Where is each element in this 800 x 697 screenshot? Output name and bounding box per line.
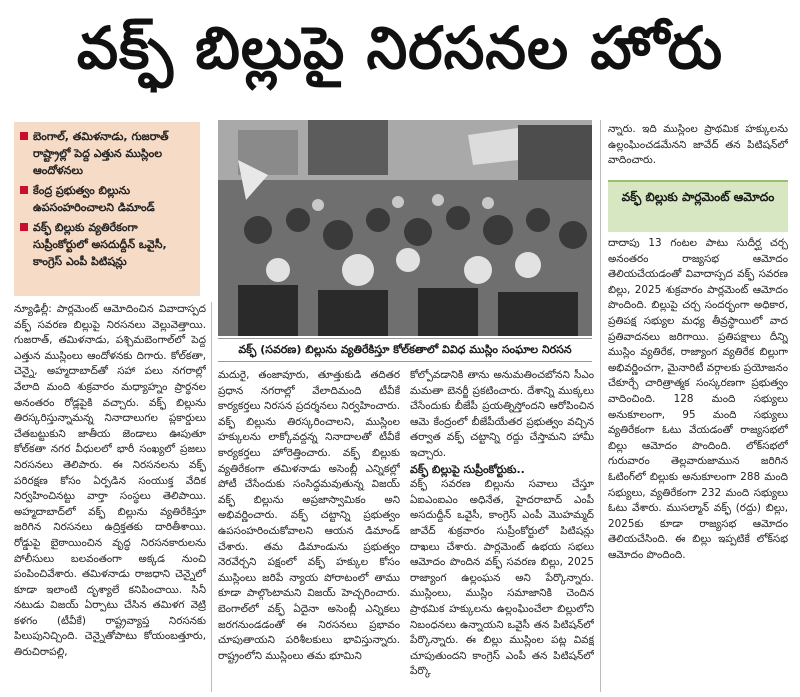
article-column-4-top: న్నారు. ఇది ముస్లింల ప్రాథమిక హక్కులను ఉల్లంఘించడమేనని జావేద్ తన పిటిషన్‌లో వాదించారు.	[608, 123, 788, 167]
article-column-3: కోల్పోవడానికి తాను అనుమతించబోనని సీఎం మమతా బెనర్జీ ప్రకటించారు. దేశాన్ని ముక్కలు చేసేందుకు బీజేపీ ప్రయత్నిస్తోందని ఆరోపించిన ఆమె కేంద్రంలో బీజేపీయేతర ప్రభుత్వం వచ్చిన తర్వాత వక్ఫ్ చట్టాన్ని రద్దు చేస్తామని హామీ ఇచ్చారు. వక్ఫ్ బిల్లుపై సుప్రీంకోర్టుకు.. వక్ఫ్ సవరణ బిల్లును సవాలు చేస్తూ ఏఐఎంఐఎం అధినేత, హైదరాబాద్ ఎంపీ అసదుద్దీన్ ఒవైసీ, కాంగ్రెస్ ఎంపీ మొహమ్మద్ జావేద్ శుక్రవారం సుప్రీంకోర్టులో పిటిషన్లు దాఖలు చేశారు. పార్లమెంట్ ఉభయ సభలు ఆమోదం పొందిన వక్ఫ్ సవరణ బిల్లు, 2025 రాజ్యాంగ ఉల్లంఘన అని పేర్కొన్నారు. ముస్లింలు, ముస్లిం సమాజానికి చెందిన ప్రాథమిక హక్కులను ఉల్లంఘించేలా బిల్లులోని నిబంధనలు ఉన్నాయని ఒవైసీ తన పిటిషన్‌లో పేర్కొన్నారు. ఈ బిల్లు ముస్లింల పట్ల వివక్ష చూపుతుందని కాంగ్రెస్ ఎంపీ తన పిటిషన్‌లో పేర్కొ	[410, 369, 594, 678]
column-divider	[211, 302, 212, 692]
highlights-box	[14, 122, 200, 296]
headline: వక్ఫ్ బిల్లుపై నిరసనల హోరు	[76, 13, 724, 82]
protest-photo	[218, 120, 592, 336]
subheading-supreme-court: వక్ఫ్ బిల్లుపై సుప్రీంకోర్టుకు..	[410, 462, 525, 476]
article-column-4: దాదాపు 13 గంటల పాటు సుదీర్ఘ చర్చ అనంతరం రాజ్యసభ ఆమోదం తెలియచేయడంతో వివాదాస్పద వక్ఫ్ సవరణ బిల్లు, 2025 శుక్రవారం పార్లమెంట్ ఆమోదం పొందింది. బిల్లుపై చర్చ సందర్భంగా అధికార, ప్రతిపక్ష సభ్యుల మధ్య తీవ్రస్థాయిలో వాద ప్రతివాదనలు జరిగాయి. ప్రతిపక్షాలు దీన్ని ముస్లిం వ్యతిరేక, రాజ్యాంగ వ్యతిరేక బిల్లుగా అభివర్ణించగా, మైనారిటీ వర్గాలకు ప్రయోజనం చేకూర్చే చారిత్రాత్మక సంస్కరణగా ప్రభుత్వం వాదించింది. 128 మంది సభ్యులు అనుకూలంగా, 95 మంది సభ్యులు వ్యతిరేకంగా ఓటు వేయడంతో రాజ్యసభలో బిల్లు ఆమోదం పొందింది. లోక్‌సభలో గురువారం తెల్లవారుజామున జరిగిన ఓటింగ్‌లో బిల్లుకు అనుకూలంగా 288 మంది సభ్యులు, వ్యతిరేకంగా 232 మంది సభ్యులు ఓటు వేశారు. ముసల్మాన్ వక్ఫ్ (రద్దు) బిల్లు, 2025కు కూడా రాజ్యసభ ఆమోదం తెలియచేసింది. ఈ బిల్లు ఇప్పటికే లోక్‌సభ ఆమోదం పొందింది.	[608, 237, 788, 561]
highlight-item: వక్ఫ్ బిల్లుకు వ్యతిరేకంగా సుప్రీంకోర్టులో అసదుద్దీన్ ఒవైసీ, కాంగ్రెస్ ఎంపీ పిటిషన్లు	[20, 219, 194, 270]
bullet-square-icon	[20, 223, 28, 231]
column-divider	[600, 120, 601, 692]
highlight-item: బెంగాల్, తమిళనాడు, గుజరాత్ రాష్ట్రాల్లో పెద్ద ఎత్తున ముస్లింల ఆందోళనలు	[20, 128, 194, 179]
highlight-item: కేంద్ర ప్రభుత్వం బిల్లును ఉపసంహరించాలని డిమాండ్	[20, 182, 194, 216]
bullet-square-icon	[20, 186, 28, 194]
article-column-1: న్యూఢిల్లీ: పార్లమెంట్ ఆమోదించిన వివాదాస్పద వక్ఫ్ సవరణ బిల్లుపై నిరసనలు వెల్లువెత్తాయి. గుజరాత్, తమిళనాడు, పశ్చిమబెంగాల్‌లో పెద్ద ఎత్తున ముస్లింలు ఆందోళనకు దిగారు. కోల్‌కతా, చెన్నై, అహ్మదాబాద్‌తో సహా పలు నగరాల్లో వేలాది మంది శుక్రవారం మధ్యాహ్నం ప్రార్థనల అనంతరం రోడ్లపైకి వచ్చారు. వక్ఫ్ బిల్లును తిరస్కరిస్తున్నామన్న నినాదాలుగల ప్లకార్డులు చేతబట్టుకుని జాతీయ జెండాలు ఊపుతూ కోల్‌కతా నగర వీధులలో భారీ సంఖ్యలో ప్రజలు నిరసనలు తెలిపారు. ఈ నిరసనలను వక్ఫ్ పరిరక్షణ కోసం ఏర్పడిన సంయుక్త వేదిక నిర్వహించినట్టు వార్తా సంస్థలు తెలిపాయి. అహ్మదాబాద్‌లో వక్ఫ్ బిల్లును వ్యతిరేకిస్తూ జరిగిన నిరసనలు ఉద్రిక్తతకు దారితీశాయి. రోడ్డుపై బైఠాయించిన వృద్ధ నిరసనకారులను పోలీసులు బలవంతంగా అక్కడ నుంచి పంపించివేశారు. తమిళనాడు రాజధాని చెన్నైలో కూడా ఇలాంటి దృశ్యాలే కనిపించాయి. సినీ నటుడు విజయ్ ఏర్పాటు చేసిన తమిళగ వెట్రి కళగం (టీవీకే) రాష్ట్రవ్యాప్త నిరసనకు పిలుపునిచ్చింది. చెన్నైతోపాటు కోయంబత్తూరు, తిరుచిరాపల్లి,	[14, 303, 206, 659]
parliament-box-heading: వక్ఫ్ బిల్లుకు పార్లమెంట్ ఆమోదం	[608, 180, 788, 232]
article-column-2: మదురై, తంజావూరు, తూత్తుకుడి తదితర ప్రధాన నగరాల్లో వేలాదిమంది టీవీకే కార్యకర్తలు నిరసన ప్రదర్శనలు నిర్వహించారు. వక్ఫ్ బిల్లును తిరస్కరించాలని, ముస్లింల హక్కులను లాక్కోవద్దన్న నినాదాలతో టీవీకే కార్యకర్తలు హోరెత్తించారు. వక్ఫ్ బిల్లుకు వ్యతిరేకంగా తమిళనాడు అసెంబ్లీ ఎన్నికల్లో పోటీ చేసేందుకు సంసిద్ధమవుతున్న విజయ్ వక్ఫ్ బిల్లును అప్రజాస్వామికం అని అభివర్ణించారు. వక్ఫ్ చట్టాన్ని ప్రభుత్వం ఉపసంహరించుకోవాలని ఆయన డిమాండ్ చేశారు. తమ డిమాండును ప్రభుత్వం నెరవేర్చని పక్షంలో వక్ఫ్ హక్కుల కోసం ముస్లింలు జరిపే న్యాయ పోరాటంలో తాము కూడా పాల్గొంటామని విజయ్ హెచ్చరించారు. బెంగాల్‌లో వక్ఫ్ ఏదైనా అసెంబ్లీ ఎన్నికలు జరగనుండడంతో ఈ నిరసనలు ప్రభావం చూపుతాయని పరిశీలకులు భావిస్తున్నారు. రాష్ట్రంలోని ముస్లింలు తమ భూమిని	[218, 369, 400, 662]
photo-caption: వక్ఫ్ (సవరణ) బిల్లును వ్యతిరేకిస్తూ కోల్‌కతాలో వివిధ ముస్లిం సంఘాల నిరసన	[218, 338, 592, 362]
bullet-square-icon	[20, 132, 28, 140]
